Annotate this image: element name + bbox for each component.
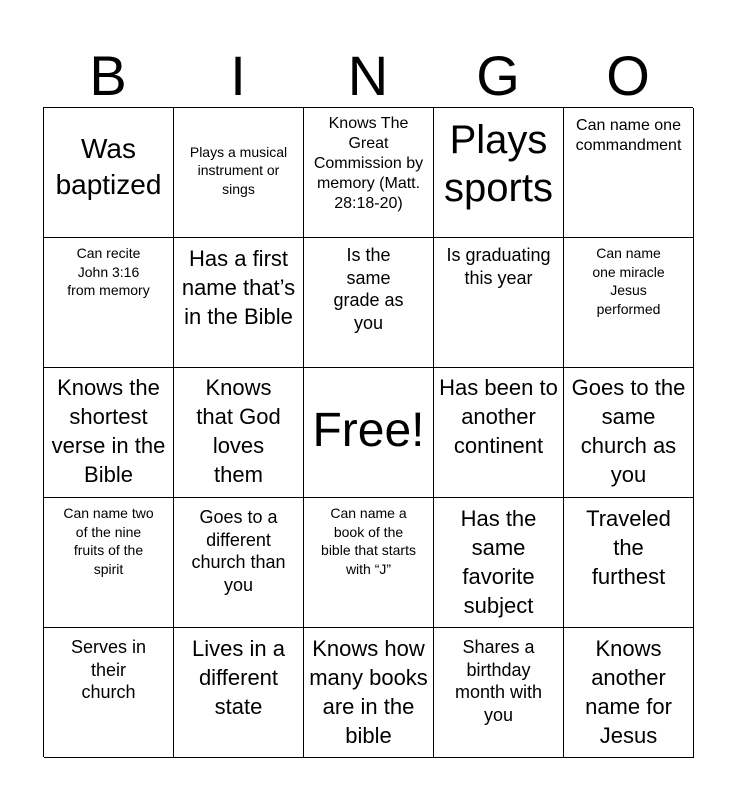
bingo-cell[interactable]	[304, 498, 434, 628]
bingo-cell[interactable]	[434, 238, 564, 368]
bingo-cell[interactable]	[564, 628, 694, 758]
cell-text: Goes to a different church than you	[191, 507, 286, 595]
cell-text: Can name two of the nine fruits of the spirit	[63, 505, 154, 577]
cell-text: Can name one commandment	[575, 117, 682, 154]
cell-text: Knows The Great Commission by memory (Matt. 28:18-20)	[313, 115, 424, 212]
bingo-cell[interactable]	[44, 108, 174, 238]
header-letter-g: G	[476, 44, 520, 107]
bingo-cell[interactable]	[174, 108, 304, 238]
cell-text: Can name one miracle Jesus performed	[592, 245, 665, 317]
bingo-cell[interactable]	[304, 108, 434, 238]
cell-text: Knows how many books are in the bible	[309, 636, 428, 748]
bingo-header	[43, 44, 693, 108]
bingo-cell[interactable]	[434, 108, 564, 238]
cell-text: Shares a birthday month with you	[454, 637, 543, 725]
cell-text: Serves in their church	[70, 637, 147, 702]
bingo-cell[interactable]	[564, 108, 694, 238]
header-letter-n: N	[347, 44, 389, 107]
bingo-cell[interactable]	[434, 498, 564, 628]
header-letter-b: B	[89, 44, 127, 107]
cell-text: Plays a musical instrument or sings	[189, 143, 288, 197]
cell-text: Knows the shortest verse in the Bible	[51, 375, 166, 487]
bingo-cell[interactable]	[174, 238, 304, 368]
bingo-cell[interactable]	[44, 238, 174, 368]
header-letter-o: O	[606, 44, 650, 107]
bingo-cell[interactable]	[44, 628, 174, 758]
cell-text: Knows another name for Jesus	[585, 636, 672, 748]
bingo-cell[interactable]	[564, 238, 694, 368]
cell-text: Traveled the furthest	[586, 506, 671, 589]
cell-text: Can name a book of the bible that starts with “J”	[321, 505, 416, 577]
bingo-cell[interactable]	[304, 628, 434, 758]
cell-text: Is graduating this year	[446, 245, 551, 288]
bingo-cell[interactable]	[174, 368, 304, 498]
header-letter-i: I	[230, 44, 246, 107]
cell-text: Has a first name that’s in the Bible	[181, 246, 296, 329]
bingo-cell-free[interactable]	[304, 368, 434, 498]
bingo-cell[interactable]	[434, 628, 564, 758]
bingo-cell[interactable]	[564, 498, 694, 628]
cell-text: Has been to another continent	[439, 375, 558, 458]
bingo-grid	[43, 107, 693, 757]
bingo-cell[interactable]	[304, 238, 434, 368]
cell-text: Plays sports	[444, 118, 553, 210]
bingo-cell[interactable]	[564, 368, 694, 498]
cell-text: Is the same grade as you	[333, 245, 404, 333]
cell-text: Has the same favorite subject	[460, 506, 537, 618]
bingo-cell[interactable]	[434, 368, 564, 498]
cell-text: Lives in a different state	[192, 636, 285, 719]
bingo-cell[interactable]	[44, 498, 174, 628]
cell-text: Knows that God loves them	[196, 375, 281, 487]
bingo-cell[interactable]	[174, 498, 304, 628]
cell-text: Goes to the same church as you	[571, 375, 686, 487]
cell-text: Can recite John 3:16 from memory	[67, 245, 150, 298]
bingo-cell[interactable]	[44, 368, 174, 498]
bingo-cell[interactable]	[174, 628, 304, 758]
free-space-text: Free!	[312, 403, 425, 457]
cell-text: Was baptized	[55, 132, 162, 200]
